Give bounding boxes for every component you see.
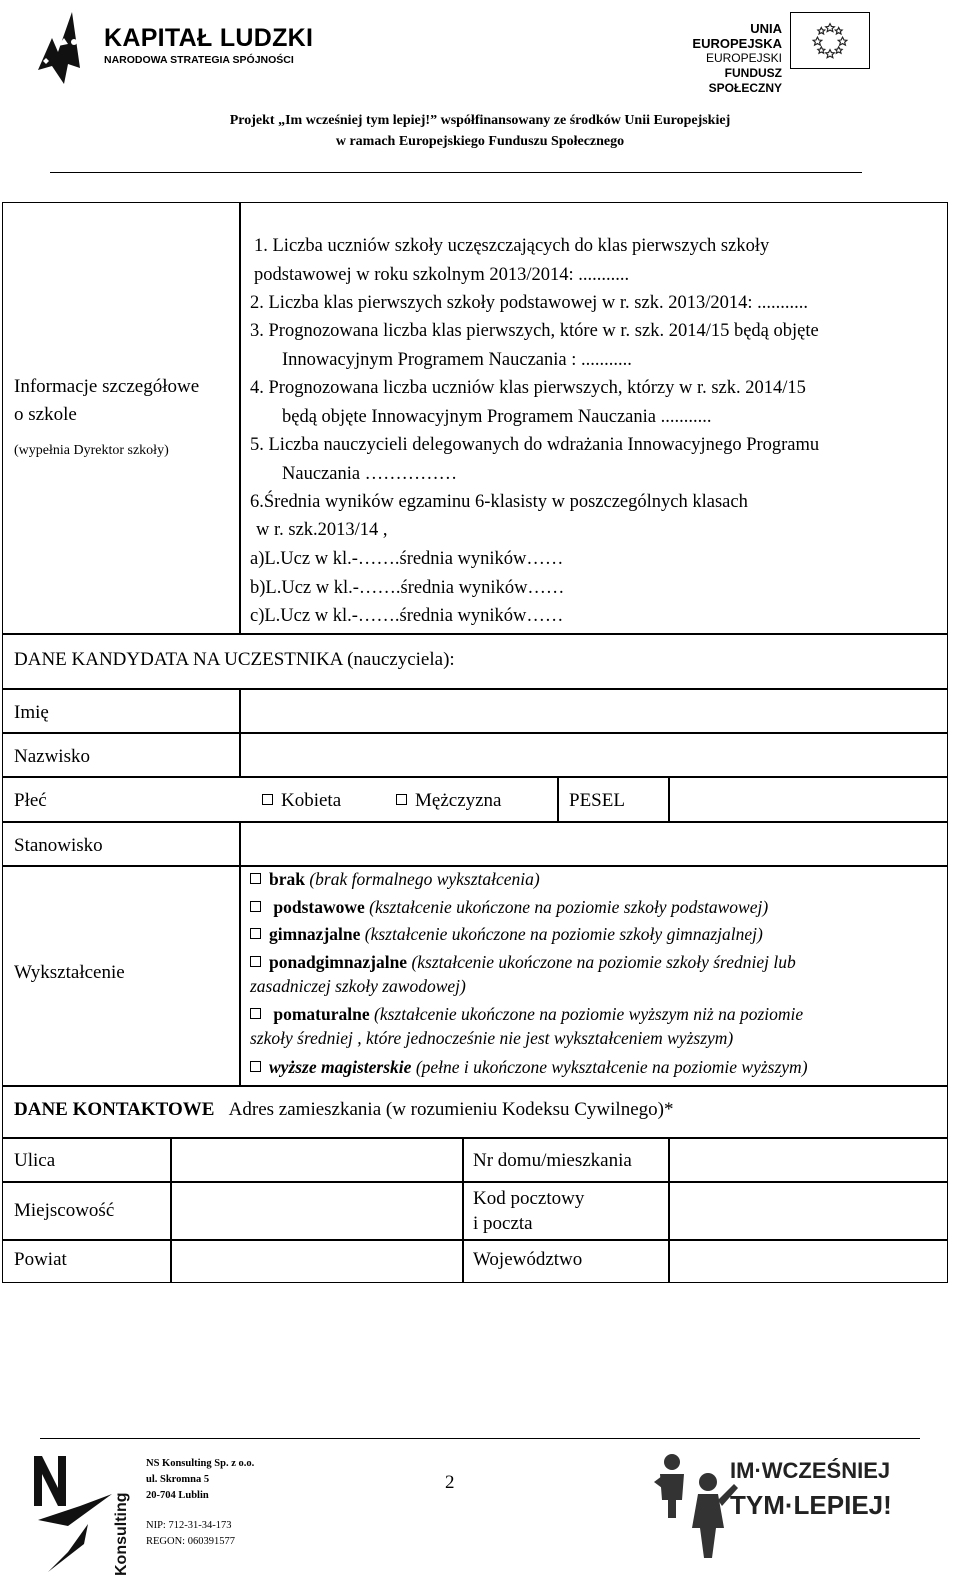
wojewodztwo-field[interactable] bbox=[670, 1241, 947, 1282]
miejscowosc-field[interactable] bbox=[172, 1183, 461, 1239]
edu-option-gimnazjalne[interactable]: gimnazjalne (kształcenie ukończone na poziomie szkoły gimnazjalnej) bbox=[250, 923, 763, 946]
company-info bbox=[146, 1456, 254, 1504]
school-info-note: (wypełnia Dyrektor szkoły) bbox=[14, 443, 169, 458]
info-item-6b-row: b)L.Ucz w kl.-…….średnia wyników…… bbox=[250, 578, 565, 598]
wojewodztwo-label: Województwo bbox=[473, 1249, 583, 1270]
imie-label: Imię bbox=[14, 702, 49, 723]
divider bbox=[557, 776, 559, 822]
imw-line2: TYM·LEPIEJ! bbox=[730, 1490, 892, 1520]
powiat-field[interactable] bbox=[172, 1241, 461, 1282]
divider bbox=[2, 865, 948, 867]
edu-option-podstawowe[interactable]: podstawowe (kształcenie ukończone na poziomie szkoły podstawowej) bbox=[250, 896, 768, 919]
nazwisko-label: Nazwisko bbox=[14, 746, 90, 767]
project-line-2: w ramach Europejskiego Funduszu Społecznego bbox=[335, 134, 625, 149]
plec-label: Płeć bbox=[14, 790, 47, 811]
contact-title-bold: DANE KONTAKTOWE bbox=[14, 1099, 215, 1120]
info-item-5b: Nauczania …………… bbox=[282, 464, 458, 484]
nr-domu-field[interactable] bbox=[670, 1138, 947, 1181]
kl-title: KAPITAŁ LUDZKI bbox=[104, 24, 314, 52]
info-item-6b: w r. szk.2013/14 , bbox=[256, 520, 388, 540]
stanowisko-field[interactable] bbox=[241, 822, 947, 865]
info-item-3b: Innowacyjnym Programem Nauczania : ........... bbox=[282, 350, 632, 370]
edu-option-pomaturalne-cont: szkoły średniej , które jednocześnie nie jest wykształceniem wyższym) bbox=[250, 1028, 734, 1048]
ue-line3: FUNDUSZ SPOŁECZNY bbox=[708, 66, 782, 95]
info-item-3: 3. Prognozowana liczba klas pierwszych, które w r. szk. 2014/15 będą objęte bbox=[250, 321, 819, 341]
edu-checkbox[interactable] bbox=[250, 928, 261, 939]
kod-pocztowy-field[interactable] bbox=[670, 1183, 947, 1239]
footer-divider bbox=[40, 1438, 920, 1439]
header-divider bbox=[50, 172, 862, 173]
ue-text bbox=[670, 21, 782, 96]
edu-option-wyzsze[interactable]: wyższe magisterskie (pełne i ukończone wykształcenie na poziomie wyższym) bbox=[250, 1056, 808, 1079]
company-city: 20-704 Lublin bbox=[146, 1490, 209, 1501]
ue-line2: EUROPEJSKI bbox=[705, 51, 782, 65]
edu-option-brak[interactable]: brak (brak formalnego wykształcenia) bbox=[250, 868, 540, 891]
info-item-1: 1. Liczba uczniów szkoły uczęszczających do klas pierwszych szkoły bbox=[254, 236, 770, 256]
im-wczesniej-logo bbox=[650, 1448, 900, 1568]
mezczyzna-label: Mężczyzna bbox=[415, 790, 502, 811]
edu-checkbox[interactable] bbox=[250, 901, 261, 912]
candidate-section-title: DANE KANDYDATA NA UCZESTNIKA (nauczyciela): bbox=[14, 649, 455, 670]
company-ids bbox=[146, 1518, 235, 1550]
ue-line1: UNIA EUROPEJSKA bbox=[692, 21, 782, 51]
company-regon: REGON: 060391577 bbox=[146, 1536, 235, 1547]
contact-section-title bbox=[14, 1099, 673, 1121]
edu-checkbox[interactable] bbox=[250, 1008, 261, 1019]
kobieta-label: Kobieta bbox=[281, 790, 342, 811]
company-name: NS Konsulting Sp. z o.o. bbox=[146, 1458, 255, 1469]
ulica-field[interactable] bbox=[172, 1138, 461, 1181]
wyksztalcenie-label: Wykształcenie bbox=[14, 962, 125, 983]
poczta-label: i poczta bbox=[473, 1213, 533, 1234]
edu-option-ponadgimnazjalne-cont: zasadniczej szkoły zawodowej) bbox=[250, 976, 466, 996]
contact-title-rest: Adres zamieszkania (w rozumieniu Kodeksu Cywilnego)* bbox=[228, 1099, 674, 1120]
company-nip: NIP: 712-31-34-173 bbox=[146, 1520, 232, 1531]
edu-checkbox[interactable] bbox=[250, 1061, 261, 1072]
info-item-6a: a)L.Ucz w kl.-…….średnia wyników…… bbox=[250, 549, 564, 569]
miejscowosc-label: Miejscowość bbox=[14, 1200, 115, 1221]
ns-konsulting-logo bbox=[28, 1448, 138, 1578]
info-item-6c: c)L.Ucz w kl.-…….średnia wyników…… bbox=[250, 606, 564, 626]
mezczyzna-checkbox[interactable] bbox=[396, 794, 407, 805]
eu-flag-icon bbox=[790, 12, 870, 69]
pesel-field[interactable] bbox=[670, 777, 947, 821]
divider bbox=[239, 202, 241, 634]
imie-field[interactable] bbox=[241, 689, 947, 732]
ns-logo-text: Konsulting bbox=[113, 1492, 130, 1576]
edu-option-pomaturalne[interactable]: pomaturalne (kształcenie ukończone na poziomie wyższym niż na poziomie bbox=[250, 1003, 803, 1026]
company-street: ul. Skromna 5 bbox=[146, 1474, 210, 1485]
info-item-1b: podstawowej w roku szkolnym 2013/2014: ........... bbox=[254, 265, 630, 285]
nazwisko-field[interactable] bbox=[241, 733, 947, 776]
edu-checkbox[interactable] bbox=[250, 956, 261, 967]
info-item-2: 2. Liczba klas pierwszych szkoły podstawowej w r. szk. 2013/2014: ........... bbox=[250, 293, 808, 313]
powiat-label: Powiat bbox=[14, 1249, 67, 1270]
edu-option-ponadgimnazjalne[interactable]: ponadgimnazjalne (kształcenie ukończone na poziomie szkoły średniej lub bbox=[250, 951, 796, 974]
info-item-4: 4. Prognozowana liczba uczniów klas pierwszych, którzy w r. szk. 2014/15 bbox=[250, 378, 806, 398]
divider bbox=[2, 633, 948, 635]
info-item-4b: będą objęte Innowacyjnym Programem Nauczania ........... bbox=[282, 407, 712, 427]
info-item-6: 6.Średnia wyników egzaminu 6-klasisty w poszczególnych klasach bbox=[250, 492, 748, 512]
project-line-1: Projekt „Im wcześniej tym lepiej!” współfinansowany ze środków Unii Europejskiej bbox=[229, 113, 731, 128]
pesel-label: PESEL bbox=[569, 790, 625, 811]
divider bbox=[2, 1085, 948, 1087]
mezczyzna-option[interactable] bbox=[396, 790, 502, 812]
school-info-label-2: o szkole bbox=[14, 404, 77, 425]
kod-pocztowy-label: Kod pocztowy bbox=[473, 1188, 585, 1209]
kl-subtitle: NARODOWA STRATEGIA SPÓJNOŚCI bbox=[104, 54, 294, 66]
page-number: 2 bbox=[445, 1472, 455, 1493]
kobieta-checkbox[interactable] bbox=[262, 794, 273, 805]
edu-checkbox[interactable] bbox=[250, 873, 261, 884]
nr-domu-label: Nr domu/mieszkania bbox=[473, 1150, 632, 1171]
stanowisko-label: Stanowisko bbox=[14, 835, 103, 856]
kobieta-option[interactable] bbox=[262, 790, 341, 812]
imw-line1: IM·WCZEŚNIEJ bbox=[730, 1458, 891, 1483]
ulica-label: Ulica bbox=[14, 1150, 56, 1171]
divider bbox=[462, 1137, 464, 1283]
school-info-label-1: Informacje szczegółowe bbox=[14, 376, 200, 397]
info-item-5: 5. Liczba nauczycieli delegowanych do wdrażania Innowacyjnego Programu bbox=[250, 435, 820, 455]
